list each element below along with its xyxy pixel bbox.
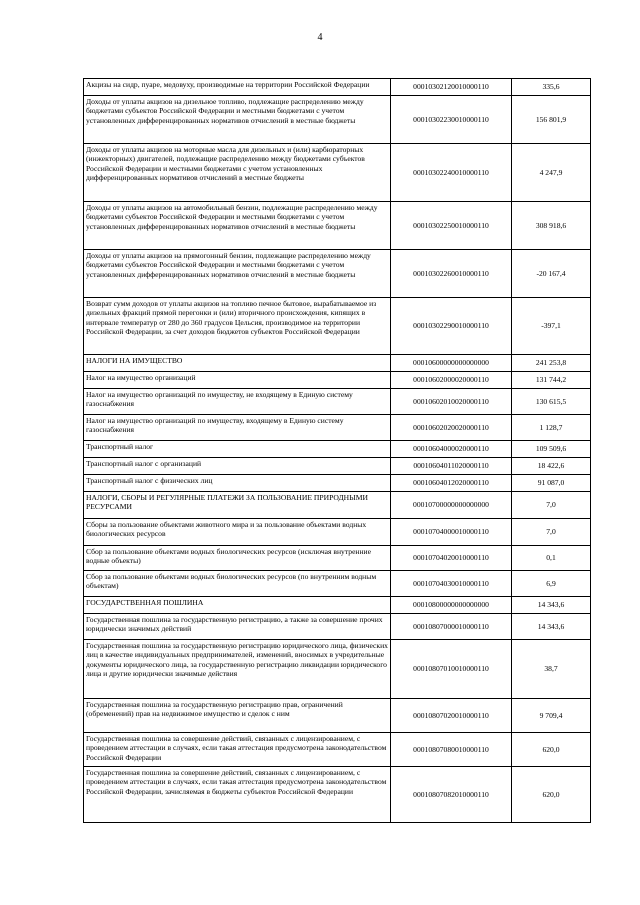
table-row xyxy=(84,546,591,571)
budget-code-cell: 00010602000020000110 xyxy=(391,372,512,389)
revenue-table xyxy=(83,78,591,823)
budget-code-cell: 00010302120010000110 xyxy=(391,79,512,96)
table-row xyxy=(84,492,591,519)
income-name-cell: Доходы от уплаты акцизов на моторные масла для дизельных и (или) карбюраторных (инжекторных) двигателей, подлежащие распределению между бюджетами субъектов Российской Федерации и местными бюджетами с учетом установленных дифференцированных нормативов отчислений в местные бюджеты xyxy=(84,144,391,202)
table-row xyxy=(84,372,591,389)
income-name-cell: Доходы от уплаты акцизов на дизельное топливо, подлежащие распределению между бюджетами субъектов Российской Федерации и местными бюджетами с учетом установленных дифференцированных нормативов отчислений в местные бюджеты xyxy=(84,96,391,144)
amount-cell: 620,0 xyxy=(512,733,591,767)
budget-code-cell: 00010302240010000110 xyxy=(391,144,512,202)
table-row xyxy=(84,475,591,492)
amount-cell: 156 801,9 xyxy=(512,96,591,144)
table-row xyxy=(84,415,591,441)
table-body xyxy=(84,79,591,823)
table-row xyxy=(84,202,591,250)
budget-code-cell: 00010604012020000110 xyxy=(391,475,512,492)
budget-code-cell: 00010602020020000110 xyxy=(391,415,512,441)
amount-cell: 7,0 xyxy=(512,492,591,519)
amount-cell: 130 615,5 xyxy=(512,389,591,415)
income-name-cell: Сбор за пользование объектами водных биологических ресурсов (по внутренним водным объектам) xyxy=(84,571,391,597)
budget-code-cell: 00010600000000000000 xyxy=(391,355,512,372)
table-row xyxy=(84,458,591,475)
table-row xyxy=(84,571,591,597)
income-name-cell: Возврат сумм доходов от уплаты акцизов на топливо печное бытовое, вырабатываемое из дизельных фракций прямой перегонки и (или) вторичного происхождения, кипящих в интервале температур от 280 до 360 градусов Цельсия, производимое на территории Российской Федерации, за счет доходов бюджетов субъектов Российской Федерации xyxy=(84,298,391,355)
amount-cell: 6,9 xyxy=(512,571,591,597)
income-name-cell: Налог на имущество организаций по имуществу, входящему в Единую систему газоснабжения xyxy=(84,415,391,441)
income-name-cell: Государственная пошлина за совершение действий, связанных с лицензированием, с проведением аттестации в случаях, если такая аттестация предусмотрена законодательством Российской Федерации xyxy=(84,733,391,767)
income-name-cell: Сбор за пользование объектами водных биологических ресурсов (исключая внутренние водные объекты) xyxy=(84,546,391,571)
amount-cell: 109 509,6 xyxy=(512,441,591,458)
budget-code-cell: 00010807000010000110 xyxy=(391,614,512,640)
budget-code-cell: 00010302260010000110 xyxy=(391,250,512,298)
income-name-cell: Доходы от уплаты акцизов на прямогонный бензин, подлежащие распределению между бюджетами субъектов Российской Федерации и местными бюджетами с учетом установленных дифференцированных нормативов отчислений в местные бюджеты xyxy=(84,250,391,298)
amount-cell: 4 247,9 xyxy=(512,144,591,202)
amount-cell: 335,6 xyxy=(512,79,591,96)
income-name-cell: ГОСУДАРСТВЕННАЯ ПОШЛИНА xyxy=(84,597,391,614)
amount-cell: 131 744,2 xyxy=(512,372,591,389)
budget-code-cell: 00010602010020000110 xyxy=(391,389,512,415)
page-number: 4 xyxy=(317,32,323,43)
budget-code-cell: 00010800000000000000 xyxy=(391,597,512,614)
amount-cell: -20 167,4 xyxy=(512,250,591,298)
amount-cell: 241 253,8 xyxy=(512,355,591,372)
income-name-cell: Транспортный налог xyxy=(84,441,391,458)
table-row xyxy=(84,355,591,372)
amount-cell: 1 128,7 xyxy=(512,415,591,441)
amount-cell: 38,7 xyxy=(512,640,591,699)
budget-code-cell: 00010704030010000110 xyxy=(391,571,512,597)
budget-code-cell: 00010807010010000110 xyxy=(391,640,512,699)
table-row xyxy=(84,298,591,355)
income-name-cell: Сборы за пользование объектами животного мира и за пользование объектами водных биологических ресурсов xyxy=(84,519,391,546)
amount-cell: 308 918,6 xyxy=(512,202,591,250)
table-row xyxy=(84,441,591,458)
budget-code-cell: 00010704000010000110 xyxy=(391,519,512,546)
amount-cell: 9 709,4 xyxy=(512,699,591,733)
amount-cell: 14 343,6 xyxy=(512,597,591,614)
income-name-cell: НАЛОГИ, СБОРЫ И РЕГУЛЯРНЫЕ ПЛАТЕЖИ ЗА ПОЛЬЗОВАНИЕ ПРИРОДНЫМИ РЕСУРСАМИ xyxy=(84,492,391,519)
income-name-cell: Акцизы на сидр, пуаре, медовуху, производимые на территории Российской Федерации xyxy=(84,79,391,96)
income-name-cell: НАЛОГИ НА ИМУЩЕСТВО xyxy=(84,355,391,372)
table-row xyxy=(84,640,591,699)
budget-code-cell: 00010302290010000110 xyxy=(391,298,512,355)
budget-code-cell: 00010302230010000110 xyxy=(391,96,512,144)
income-name-cell: Налог на имущество организаций по имуществу, не входящему в Единую систему газоснабжения xyxy=(84,389,391,415)
table-row xyxy=(84,767,591,823)
income-name-cell: Государственная пошлина за государственную регистрацию, а также за совершение прочих юридически значимых действий xyxy=(84,614,391,640)
table-row xyxy=(84,250,591,298)
budget-code-cell: 00010700000000000000 xyxy=(391,492,512,519)
budget-code-cell: 00010604000020000110 xyxy=(391,441,512,458)
amount-cell: 7,0 xyxy=(512,519,591,546)
income-name-cell: Государственная пошлина за государственную регистрацию юридического лица, физических лиц в качестве индивидуальных предпринимателей, изменений, вносимых в учредительные документы юридического лица, за государственную регистрацию ликвидации юридического лица и другие юридически значимые действия xyxy=(84,640,391,699)
income-name-cell: Налог на имущество организаций xyxy=(84,372,391,389)
budget-code-cell: 00010807082010000110 xyxy=(391,767,512,823)
budget-code-cell: 00010604011020000110 xyxy=(391,458,512,475)
amount-cell: 14 343,6 xyxy=(512,614,591,640)
table-row xyxy=(84,614,591,640)
table-row xyxy=(84,699,591,733)
budget-code-cell: 00010704020010000110 xyxy=(391,546,512,571)
table-row xyxy=(84,96,591,144)
income-name-cell: Транспортный налог с физических лиц xyxy=(84,475,391,492)
amount-cell: 620,0 xyxy=(512,767,591,823)
amount-cell: -397,1 xyxy=(512,298,591,355)
table-row xyxy=(84,389,591,415)
income-name-cell: Доходы от уплаты акцизов на автомобильный бензин, подлежащие распределению между бюджетами субъектов Российской Федерации и местными бюджетами с учетом установленных дифференцированных нормативов отчислений в местные бюджеты xyxy=(84,202,391,250)
income-name-cell: Государственная пошлина за государственную регистрацию прав, ограничений (обременений) прав на недвижимое имущество и сделок с ним xyxy=(84,699,391,733)
budget-code-cell: 00010302250010000110 xyxy=(391,202,512,250)
table-row xyxy=(84,733,591,767)
income-name-cell: Государственная пошлина за совершение действий, связанных с лицензированием, с проведением аттестации в случаях, если такая аттестация предусмотрена законодательством Российской Федерации, зачисляемая в бюджеты субъектов Российской Федерации xyxy=(84,767,391,823)
budget-code-cell: 00010807080010000110 xyxy=(391,733,512,767)
table-row xyxy=(84,597,591,614)
table-row xyxy=(84,79,591,96)
table-row xyxy=(84,144,591,202)
budget-code-cell: 00010807020010000110 xyxy=(391,699,512,733)
amount-cell: 0,1 xyxy=(512,546,591,571)
table-row xyxy=(84,519,591,546)
income-name-cell: Транспортный налог с организаций xyxy=(84,458,391,475)
amount-cell: 18 422,6 xyxy=(512,458,591,475)
amount-cell: 91 087,0 xyxy=(512,475,591,492)
